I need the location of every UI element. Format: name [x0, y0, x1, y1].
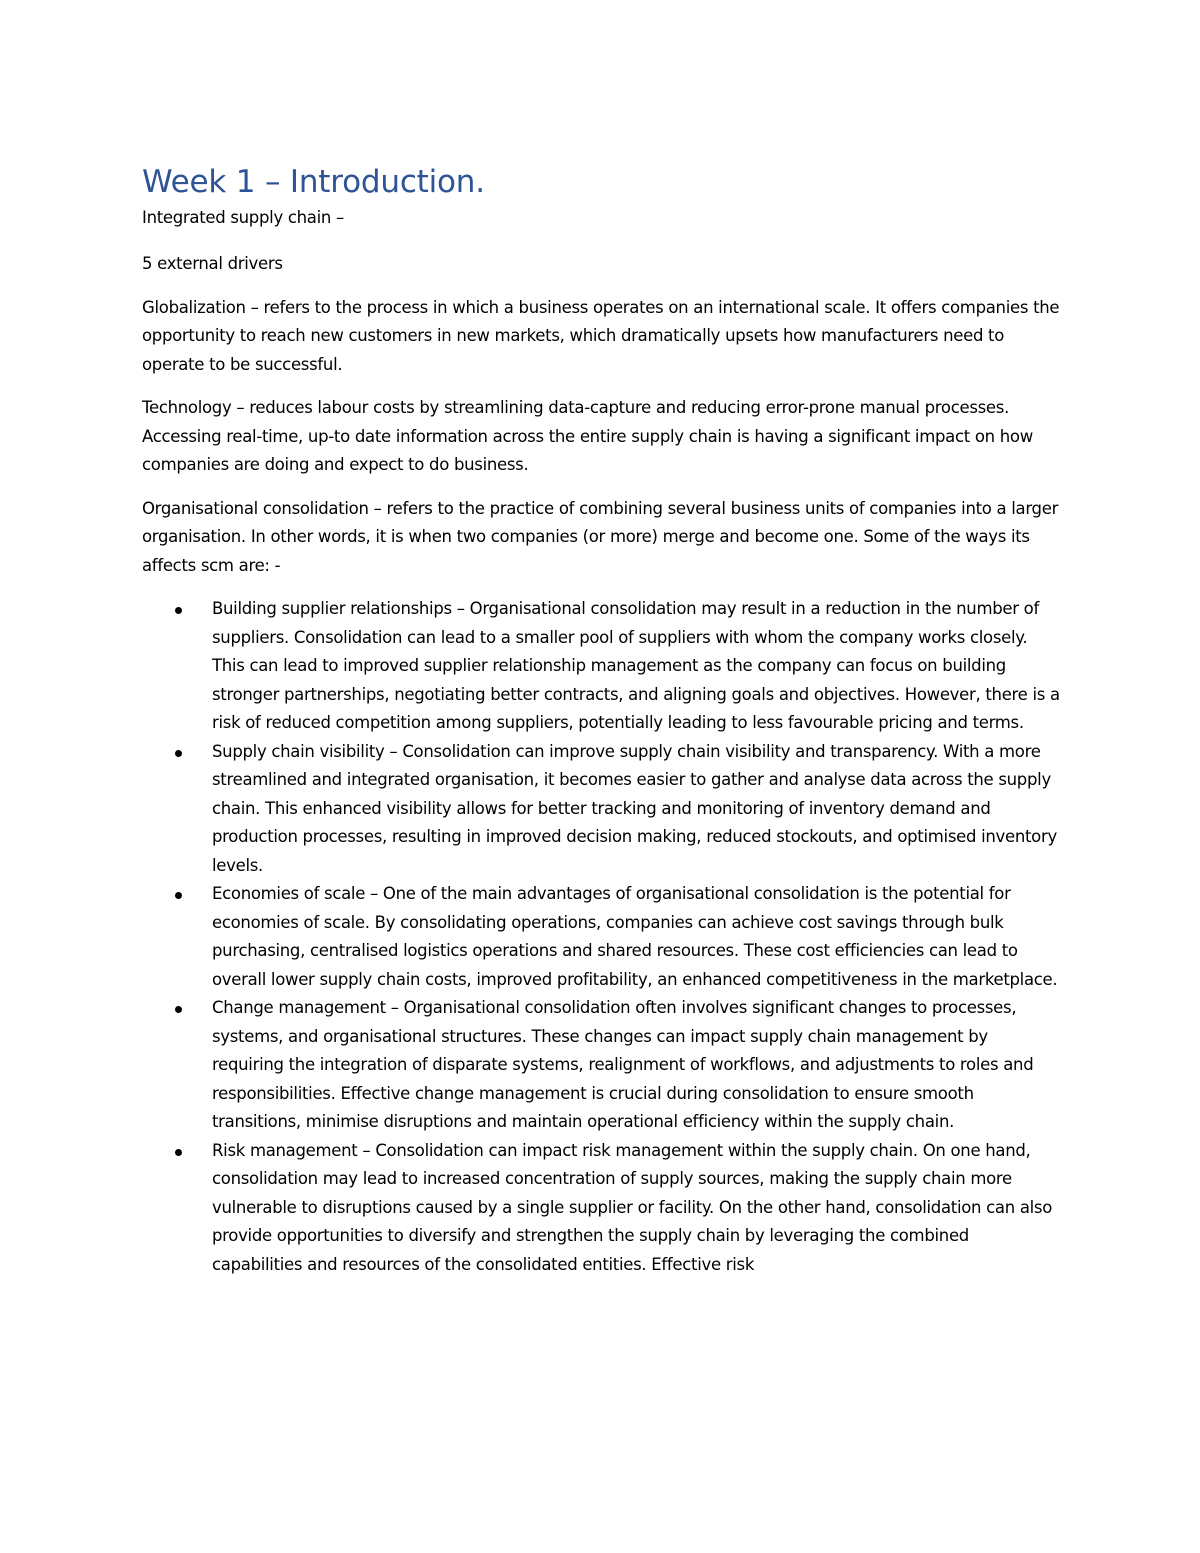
- paragraph-globalization: Globalization – refers to the process in which a business operates on an international scale. It offers companies the opportunity to reach new customers in new markets, which dramatically upsets how manufacturers need to operate to be successful.: [142, 297, 1060, 374]
- list-item-text: Risk management – Consolidation can impact risk management within the supply chain. On one hand, consolidation may lead to increased concentration of supply sources, making the supply chain more vulnerable to disruptions caused by a single supplier or facility. On the other hand, consolidation can also provide opportunities to diversify and strengthen the supply chain by leveraging the combined capabilities and resources of the consolidated entities. Effective risk: [212, 1140, 1053, 1274]
- bullet-icon: [175, 1149, 182, 1156]
- bullet-list: [142, 595, 1062, 1279]
- list-item-text: Supply chain visibility – Consolidation can improve supply chain visibility and transparency. With a more streamlined and integrated organisation, it becomes easier to gather and analyse data across the supply chain. This enhanced visibility allows for better tracking and monitoring of inventory demand and production processes, resulting in improved decision making, reduced stockouts, and optimised inventory levels.: [212, 741, 1057, 875]
- bullet-icon: [175, 1006, 182, 1013]
- list-item-text: Building supplier relationships – Organisational consolidation may result in a reduction in the number of suppliers. Consolidation can lead to a smaller pool of suppliers with whom the company works closely. This can lead to improved supplier relationship management as the company can focus on building stronger partnerships, negotiating better contracts, and aligning goals and objectives. However, there is a risk of reduced competition among suppliers, potentially leading to less favourable pricing and terms.: [212, 599, 1060, 732]
- list-item-text: Economies of scale – One of the main advantages of organisational consolidation is the potential for economies of scale. By consolidating operations, companies can achieve cost savings through bulk purchasing, centralised logistics operations and shared resources. These cost efficiencies can lead to overall lower supply chain costs, improved profitability, an enhanced competitiveness in the marketplace.: [212, 884, 1058, 989]
- bullet-icon: [175, 892, 182, 899]
- list-item-text: Change management – Organisational consolidation often involves significant changes to processes, systems, and organisational structures. These changes can impact supply chain management by requiring the integration of disparate systems, realignment of workflows, and adjustments to roles and responsibilities. Effective change management is crucial during consolidation to ensure smooth transitions, minimise disruptions and maintain operational efficiency within the supply chain.: [212, 998, 1034, 1131]
- bullet-icon: [175, 607, 182, 614]
- subtitle: Integrated supply chain –: [142, 208, 344, 227]
- list-item: [142, 738, 1062, 881]
- list-item: [142, 595, 1062, 738]
- list-item: [142, 1137, 1062, 1280]
- list-item: [142, 880, 1062, 994]
- document-page: [142, 160, 1062, 1279]
- paragraph-technology: Technology – reduces labour costs by streamlining data-capture and reducing error-prone manual processes. Accessing real-time, up-to date information across the entire supply chain is having a significant impact on how companies are doing and expect to do business.: [142, 398, 1033, 474]
- paragraph-organisational-consolidation: Organisational consolidation – refers to the practice of combining several business units of companies into a larger organisation. In other words, it is when two companies (or more) merge and become one. Some of the ways its affects scm are: -: [142, 498, 1059, 575]
- paragraph-external-drivers: 5 external drivers: [142, 254, 283, 273]
- bullet-icon: [175, 750, 182, 757]
- page-title: Week 1 – Introduction.: [142, 164, 485, 200]
- list-item: [142, 994, 1062, 1137]
